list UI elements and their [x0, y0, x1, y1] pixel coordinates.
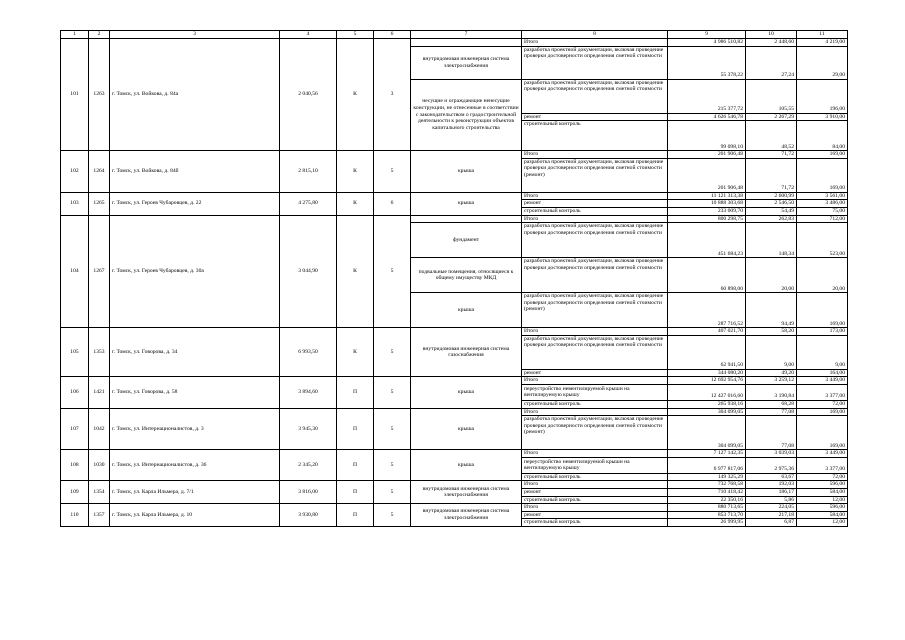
- work-type: строительный контроль: [522, 496, 668, 504]
- floors: 5: [374, 481, 411, 504]
- total-area: 4 275,80: [280, 192, 337, 215]
- work-type: строительный контроль: [522, 519, 668, 527]
- empty-cell: [411, 215, 522, 223]
- element-name: фундамент: [411, 223, 522, 258]
- col-header: 7: [411, 31, 522, 39]
- work-type: ремонт: [522, 511, 668, 519]
- cost-value: 55 378,22: [668, 46, 746, 79]
- total-label: Итого: [522, 481, 668, 489]
- cost-value: 201 906,48: [668, 158, 746, 192]
- specific-cost: 9,00: [746, 335, 797, 369]
- address: г. Томск, ул. Героев Чубаровцев, д. 30а: [110, 215, 280, 328]
- cost-value: 215 377,72: [668, 79, 746, 113]
- element-name: внутридомовая инженерная система электроснабжения: [411, 46, 522, 79]
- specific-cost: 2 975,36: [746, 457, 797, 473]
- work-type: разработка проектной документации, включая проведение проверки достоверности определения сметной стоимости: [522, 79, 668, 113]
- specific-cost: 48,52: [746, 121, 797, 151]
- specific-cost: 6,87: [746, 519, 797, 527]
- wall-material: К: [337, 39, 374, 151]
- max-cost: 523,00: [797, 223, 848, 258]
- specific-cost: 20,00: [746, 258, 797, 293]
- specific-cost: 63,67: [746, 473, 797, 481]
- max-cost: 169,00: [797, 151, 848, 159]
- total-area: 3 894,60: [280, 377, 337, 408]
- max-cost: 3 449,00: [797, 450, 848, 458]
- specific-cost: 3 259,12: [746, 377, 797, 385]
- max-cost: 169,00: [797, 416, 848, 450]
- table-row: [61, 328, 848, 336]
- max-cost: 3 486,00: [797, 200, 848, 208]
- element-name: крыша: [411, 293, 522, 328]
- element-name: внутридомовая инженерная система газоснабжения: [411, 328, 522, 377]
- max-cost: 72,00: [797, 400, 848, 408]
- row-number: 109: [61, 481, 89, 504]
- specific-cost: 105,55: [746, 79, 797, 113]
- address: г. Томск, ул. Интернационалистов, д. 36: [110, 450, 280, 481]
- max-cost: 164,00: [797, 369, 848, 377]
- max-cost: 4 219,00: [797, 39, 848, 47]
- row-number: 106: [61, 377, 89, 408]
- element-name: внутридомовая инженерная система электроснабжения: [411, 481, 522, 504]
- table-row: [61, 151, 848, 159]
- address: г. Томск, ул. Говорова, д. 34: [110, 328, 280, 377]
- table-row: [61, 481, 848, 489]
- work-type: переустройство невентилируемой крыши на вентилируемую крышу: [522, 457, 668, 473]
- total-label: Итого: [522, 151, 668, 159]
- work-type: разработка проектной документации, включая проведение проверки достоверности определения сметной стоимости (ремонт): [522, 416, 668, 450]
- max-cost: 12,00: [797, 496, 848, 504]
- total-label: Итого: [522, 192, 668, 200]
- column-number-row: [61, 31, 848, 39]
- specific-cost: 2 600,99: [746, 192, 797, 200]
- row-number: 104: [61, 215, 89, 328]
- specific-cost: 3 190,84: [746, 384, 797, 400]
- cost-value: 407 021,70: [668, 328, 746, 336]
- element-name: крыша: [411, 151, 522, 193]
- cost-value: 880 713,65: [668, 504, 746, 512]
- work-type: ремонт: [522, 200, 668, 208]
- cost-value: 287 716,52: [668, 293, 746, 328]
- work-type: строительный контроль: [522, 207, 668, 215]
- row-number: 105: [61, 328, 89, 377]
- cost-value: 304 099,05: [668, 408, 746, 416]
- col-header: 2: [89, 31, 110, 39]
- cost-value: 344 080,20: [668, 369, 746, 377]
- wall-material: К: [337, 192, 374, 215]
- max-cost: 12,00: [797, 519, 848, 527]
- repair-works-table: [60, 30, 848, 527]
- specific-cost: 2 267,29: [746, 113, 797, 121]
- work-type: переустройство невентилируемой крыши на вентилируемую крышу: [522, 384, 668, 400]
- table-row: [61, 377, 848, 385]
- table-row: [61, 192, 848, 200]
- cost-value: 304 099,05: [668, 416, 746, 450]
- specific-cost: 3 039,03: [746, 450, 797, 458]
- total-label: Итого: [522, 450, 668, 458]
- cost-value: 12 692 954,76: [668, 377, 746, 385]
- work-type: ремонт: [522, 113, 668, 121]
- total-area: 6 993,50: [280, 328, 337, 377]
- specific-cost: 186,17: [746, 488, 797, 496]
- max-cost: 9,00: [797, 335, 848, 369]
- total-area: 2 040,56: [280, 39, 337, 151]
- house-code: 1354: [89, 481, 110, 504]
- col-header: 9: [668, 31, 746, 39]
- work-type: строительный контроль: [522, 473, 668, 481]
- specific-cost: 94,49: [746, 293, 797, 328]
- col-header: 3: [110, 31, 280, 39]
- max-cost: 712,00: [797, 215, 848, 223]
- specific-cost: 71,72: [746, 151, 797, 159]
- cost-value: 60 898,00: [668, 258, 746, 293]
- max-cost: 3 377,00: [797, 457, 848, 473]
- wall-material: П: [337, 377, 374, 408]
- wall-material: П: [337, 481, 374, 504]
- cost-value: 710 418,42: [668, 488, 746, 496]
- cost-value: 800 298,75: [668, 215, 746, 223]
- max-cost: 169,00: [797, 158, 848, 192]
- row-number: 102: [61, 151, 89, 193]
- total-label: Итого: [522, 328, 668, 336]
- specific-cost: 77,08: [746, 416, 797, 450]
- address: г. Томск, ул. Героев Чубаровцев, д. 22: [110, 192, 280, 215]
- total-label: Итого: [522, 504, 668, 512]
- cost-value: 99 098,10: [668, 121, 746, 151]
- total-area: 2 815,10: [280, 151, 337, 193]
- element-name: несущие и ограждающие ненесущие конструкции, не отнесенные в соответствии с законодательством о градостроительной деятельности к реконструкции объектов капитального строительства: [411, 79, 522, 151]
- work-type: разработка проектной документации, включая проведение проверки достоверности определения сметной стоимости (ремонт): [522, 293, 668, 328]
- wall-material: П: [337, 450, 374, 481]
- max-cost: 3 377,00: [797, 384, 848, 400]
- max-cost: 20,00: [797, 258, 848, 293]
- max-cost: 84,00: [797, 121, 848, 151]
- specific-cost: 262,83: [746, 215, 797, 223]
- row-number: 101: [61, 39, 89, 151]
- element-name: крыша: [411, 377, 522, 408]
- element-name: внутридомовая инженерная система электроснабжения: [411, 504, 522, 527]
- floors: 5: [374, 151, 411, 193]
- specific-cost: 68,28: [746, 400, 797, 408]
- address: г. Томск, ул. Карла Ильмера, д. 10: [110, 504, 280, 527]
- address: г. Томск, ул. Карла Ильмера, д. 7/1: [110, 481, 280, 504]
- work-type: ремонт: [522, 369, 668, 377]
- cost-value: 4 626 546,78: [668, 113, 746, 121]
- max-cost: 3 449,00: [797, 377, 848, 385]
- work-type: разработка проектной документации, включая проведение проверки достоверности определения сметной стоимости: [522, 258, 668, 293]
- specific-cost: 5,86: [746, 496, 797, 504]
- address: г. Томск, ул. Войкова, д. 84а: [110, 39, 280, 151]
- work-type: ремонт: [522, 488, 668, 496]
- empty-cell: [411, 39, 522, 47]
- row-number: 108: [61, 450, 89, 481]
- registry-sheet: [60, 30, 847, 527]
- house-code: 1042: [89, 408, 110, 450]
- specific-cost: 54,49: [746, 207, 797, 215]
- col-header: 8: [522, 31, 668, 39]
- specific-cost: 224,05: [746, 504, 797, 512]
- max-cost: 196,00: [797, 79, 848, 113]
- max-cost: 596,00: [797, 481, 848, 489]
- specific-cost: 27,24: [746, 46, 797, 79]
- wall-material: П: [337, 408, 374, 450]
- total-area: 2 345,20: [280, 450, 337, 481]
- cost-value: 62 941,50: [668, 335, 746, 369]
- floors: 5: [374, 328, 411, 377]
- floors: 3: [374, 39, 411, 151]
- col-header: 4: [280, 31, 337, 39]
- work-type: строительный контроль: [522, 121, 668, 151]
- cost-value: 201 906,48: [668, 151, 746, 159]
- total-label: Итого: [522, 377, 668, 385]
- house-code: 1421: [89, 377, 110, 408]
- house-code: 1353: [89, 328, 110, 377]
- work-type: разработка проектной документации, включая проведение проверки достоверности определения сметной стоимости: [522, 335, 668, 369]
- floors: 5: [374, 408, 411, 450]
- element-name: крыша: [411, 192, 522, 215]
- max-cost: 72,00: [797, 473, 848, 481]
- cost-value: 149 325,29: [668, 473, 746, 481]
- total-area: 3 044,90: [280, 215, 337, 328]
- row-number: 107: [61, 408, 89, 450]
- house-code: 1265: [89, 192, 110, 215]
- house-code: 1263: [89, 39, 110, 151]
- house-code: 1357: [89, 504, 110, 527]
- max-cost: 3 910,00: [797, 113, 848, 121]
- col-header: 11: [797, 31, 848, 39]
- address: г. Томск, ул. Войкова, д. 84б: [110, 151, 280, 193]
- max-cost: 169,00: [797, 293, 848, 328]
- table-row: [61, 215, 848, 223]
- total-label: Итого: [522, 215, 668, 223]
- col-header: 10: [746, 31, 797, 39]
- element-name: крыша: [411, 408, 522, 450]
- wall-material: К: [337, 328, 374, 377]
- floors: 5: [374, 377, 411, 408]
- col-header: 1: [61, 31, 89, 39]
- floors: 5: [374, 215, 411, 328]
- cost-value: 11 121 313,38: [668, 192, 746, 200]
- work-type: разработка проектной документации, включая проведение проверки достоверности определения сметной стоимости: [522, 223, 668, 258]
- cost-value: 26 999,95: [668, 519, 746, 527]
- specific-cost: 71,72: [746, 158, 797, 192]
- table-row: [61, 408, 848, 416]
- work-type: разработка проектной документации, включая проведение проверки достоверности определения сметной стоимости: [522, 46, 668, 79]
- house-code: 1264: [89, 151, 110, 193]
- specific-cost: 77,08: [746, 408, 797, 416]
- specific-cost: 148,34: [746, 223, 797, 258]
- max-cost: 584,00: [797, 511, 848, 519]
- max-cost: 29,00: [797, 46, 848, 79]
- address: г. Томск, ул. Говорова, д. 58: [110, 377, 280, 408]
- table-row: [61, 504, 848, 512]
- floors: 6: [374, 192, 411, 215]
- total-area: 3 816,00: [280, 481, 337, 504]
- cost-value: 451 684,23: [668, 223, 746, 258]
- total-label: Итого: [522, 39, 668, 47]
- cost-value: 12 427 016,60: [668, 384, 746, 400]
- max-cost: 584,00: [797, 488, 848, 496]
- cost-value: 853 713,70: [668, 511, 746, 519]
- max-cost: 173,00: [797, 328, 848, 336]
- specific-cost: 58,20: [746, 328, 797, 336]
- specific-cost: 192,03: [746, 481, 797, 489]
- work-type: разработка проектной документации, включая проведение проверки достоверности определения сметной стоимости (ремонт): [522, 158, 668, 192]
- wall-material: П: [337, 504, 374, 527]
- element-name: подвальные помещения, относящиеся к общему имуществу МКД: [411, 258, 522, 293]
- max-cost: 75,00: [797, 207, 848, 215]
- cost-value: 22 350,16: [668, 496, 746, 504]
- cost-value: 10 888 303,68: [668, 200, 746, 208]
- total-label: Итого: [522, 408, 668, 416]
- row-number: 103: [61, 192, 89, 215]
- cost-value: 265 938,16: [668, 400, 746, 408]
- address: г. Томск, ул. Интернационалистов, д. 3: [110, 408, 280, 450]
- house-code: 1030: [89, 450, 110, 481]
- cost-value: 4 986 510,82: [668, 39, 746, 47]
- max-cost: 596,00: [797, 504, 848, 512]
- total-area: 3 930,80: [280, 504, 337, 527]
- work-type: строительный контроль: [522, 400, 668, 408]
- wall-material: К: [337, 151, 374, 193]
- floors: 5: [374, 504, 411, 527]
- element-name: крыша: [411, 450, 522, 481]
- cost-value: 6 977 817,06: [668, 457, 746, 473]
- row-number: 110: [61, 504, 89, 527]
- max-cost: 3 561,00: [797, 192, 848, 200]
- cost-value: 7 127 142,35: [668, 450, 746, 458]
- wall-material: К: [337, 215, 374, 328]
- house-code: 1267: [89, 215, 110, 328]
- specific-cost: 217,18: [746, 511, 797, 519]
- table-row: [61, 39, 848, 47]
- table-row: [61, 450, 848, 458]
- total-area: 3 945,30: [280, 408, 337, 450]
- specific-cost: 2 546,50: [746, 200, 797, 208]
- cost-value: 732 768,58: [668, 481, 746, 489]
- col-header: 5: [337, 31, 374, 39]
- floors: 5: [374, 450, 411, 481]
- col-header: 6: [374, 31, 411, 39]
- cost-value: 233 009,70: [668, 207, 746, 215]
- max-cost: 169,00: [797, 408, 848, 416]
- specific-cost: 49,20: [746, 369, 797, 377]
- specific-cost: 2 448,60: [746, 39, 797, 47]
